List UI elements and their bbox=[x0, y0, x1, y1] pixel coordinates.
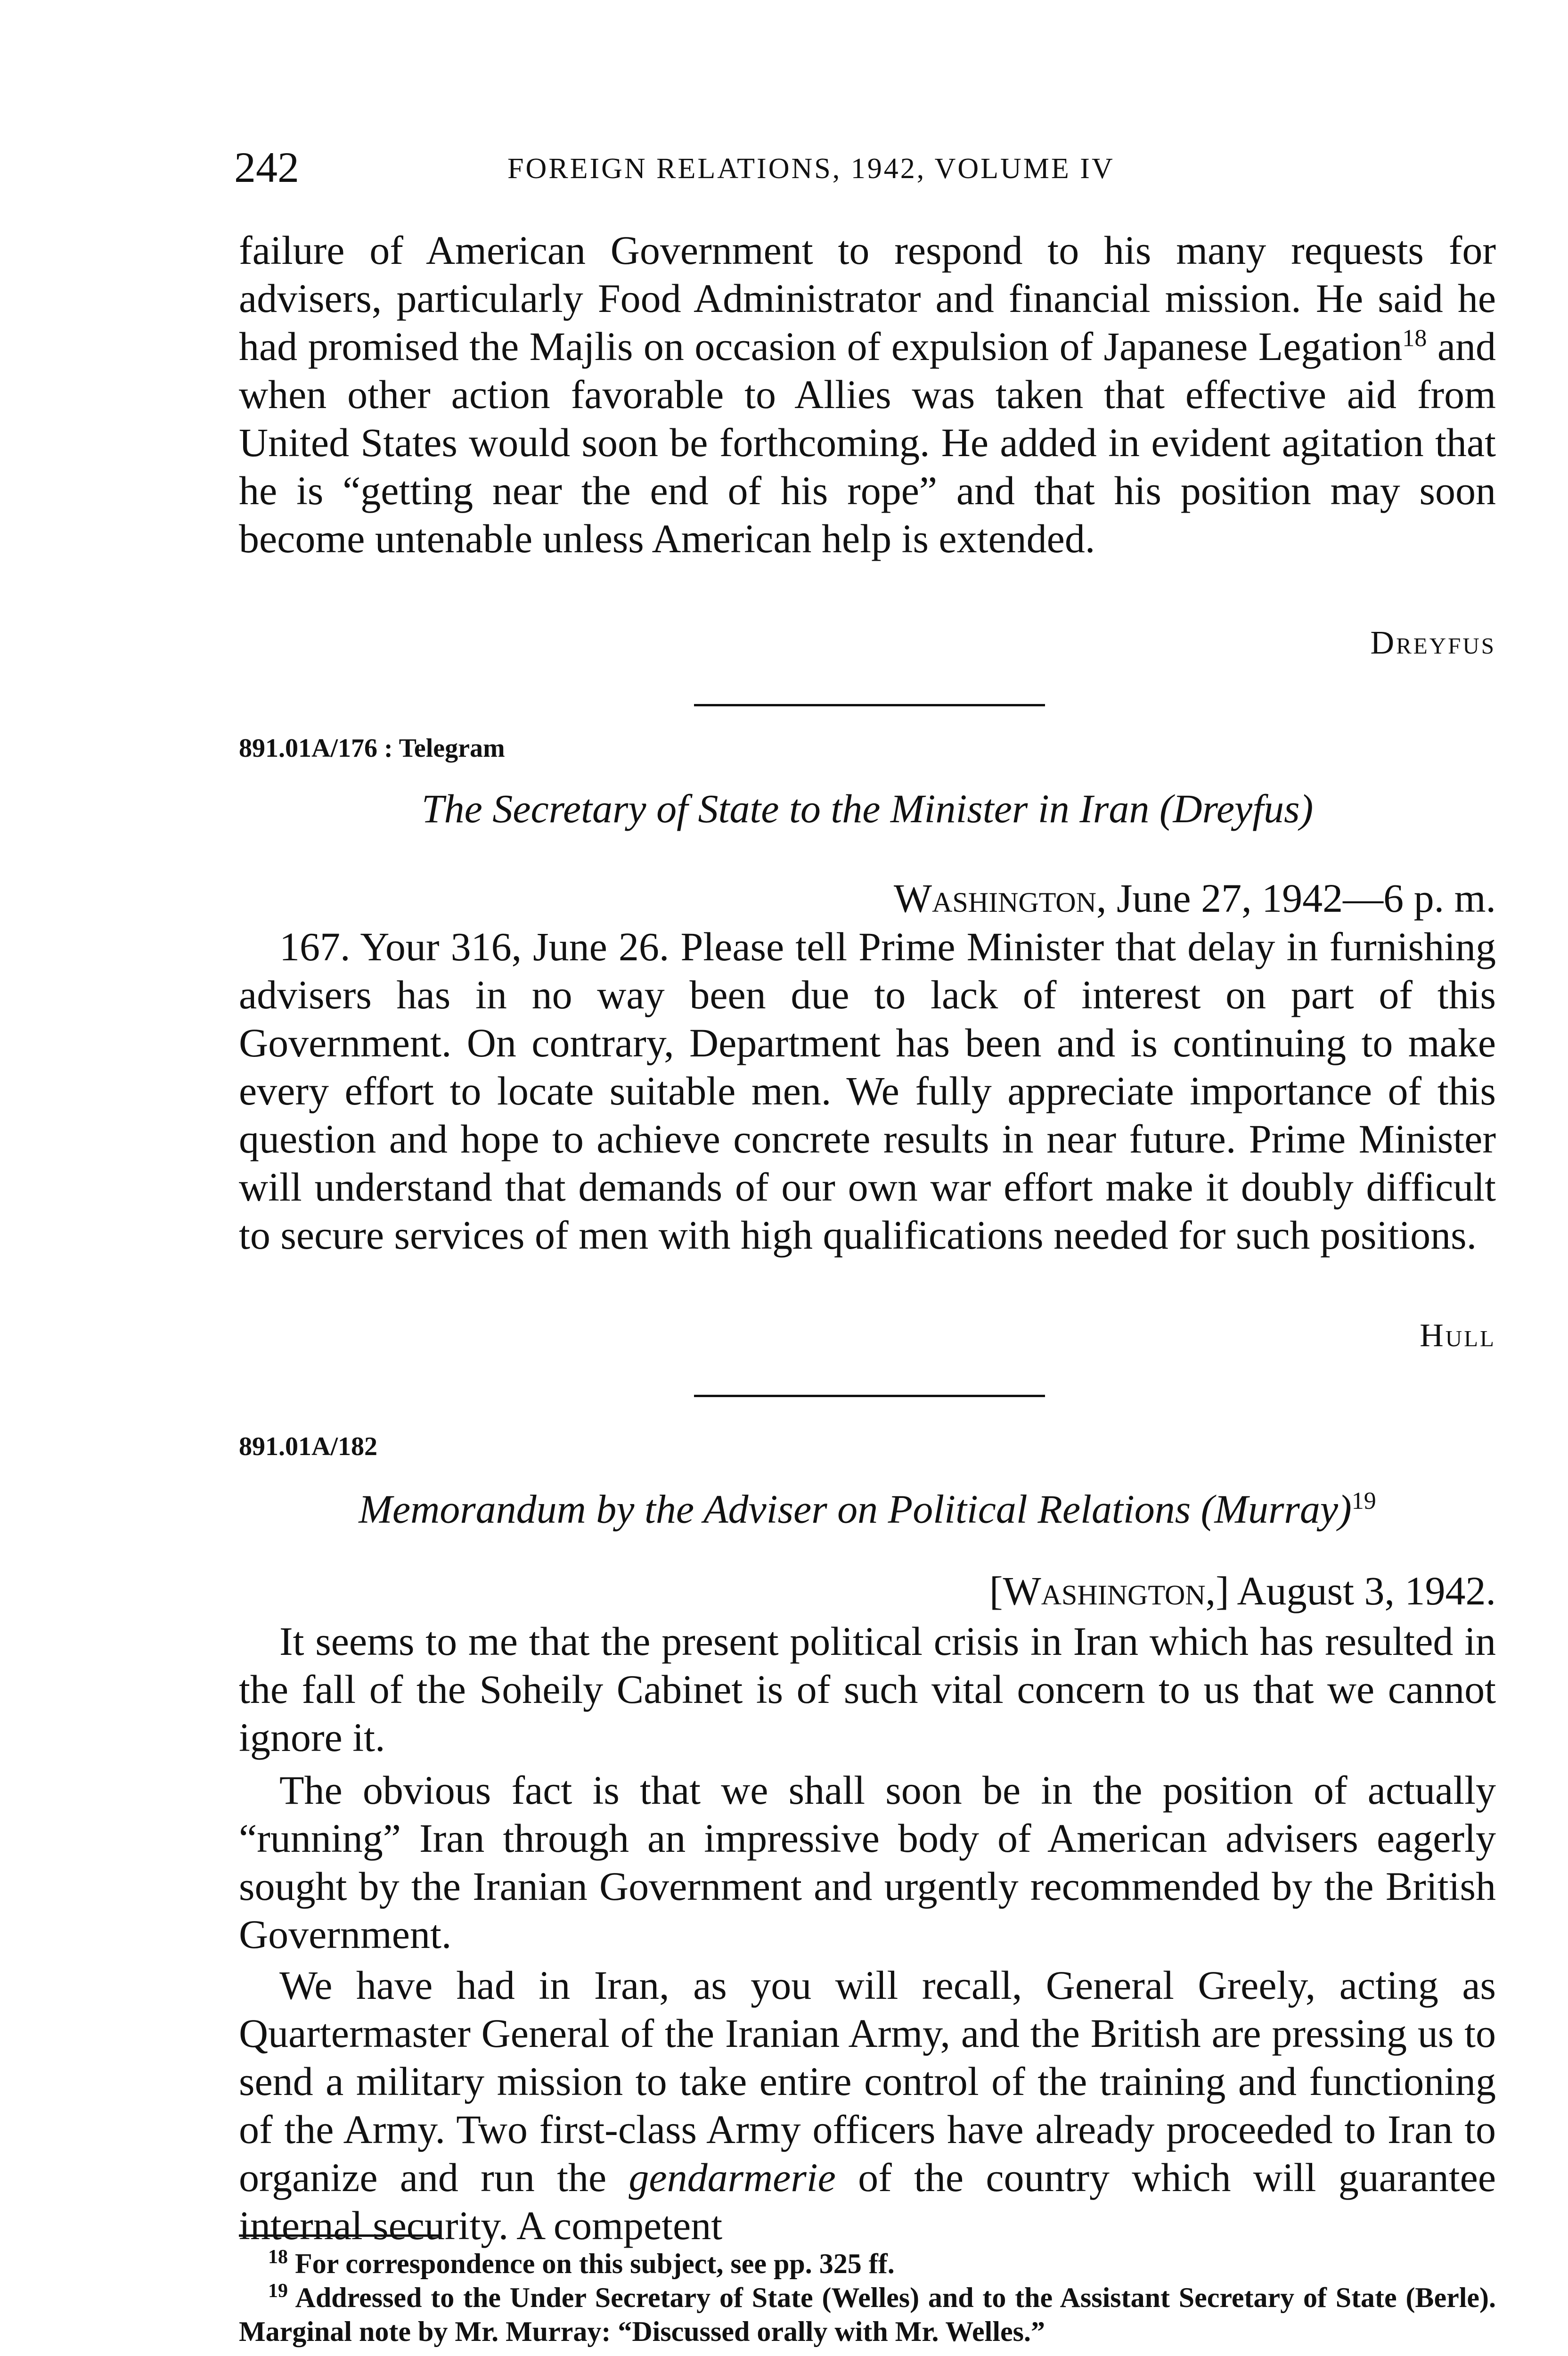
dateline-place: Washington, bbox=[1003, 1568, 1216, 1613]
footnote-ref-18: 18 bbox=[1402, 325, 1427, 352]
dateline bbox=[894, 874, 1496, 923]
dateline-bracket: [ bbox=[989, 1568, 1003, 1613]
memo-paragraph bbox=[239, 1961, 1496, 2250]
section-divider bbox=[694, 704, 1045, 706]
dateline-date: June 27, 1942—6 p. m. bbox=[1106, 875, 1496, 921]
page-number: 242 bbox=[234, 143, 299, 191]
memo-text-part-2: of the country which will guarantee internal security. A competent bbox=[239, 2155, 1496, 2248]
dateline-place: Washington, bbox=[893, 875, 1107, 921]
file-reference: 891.01A/182 bbox=[239, 1432, 377, 1461]
file-reference: 891.01A/176 : Telegram bbox=[239, 734, 505, 763]
footnote-18 bbox=[239, 2247, 1496, 2281]
section-divider bbox=[694, 1395, 1045, 1397]
continuation-text-part-1: failure of American Government to respond to his many requests for advisers, particularly Food Administrator and financial mission. He said he had promised the Majlis on occasion of expulsion of Japanese Legation bbox=[239, 228, 1496, 369]
footnote-ref-19: 19 bbox=[1351, 1488, 1376, 1514]
dateline-date: ] August 3, 1942. bbox=[1216, 1568, 1496, 1613]
signature-hull: Hull bbox=[1420, 1317, 1496, 1354]
memo-text-part-1: We have had in Iran, as you will recall, General Greely, acting as Quartermaster General of the Iranian Army, and the British are pressing us to send a military mission to take entire control of the training and functioning of the Army. Two first-class Army officers have already proceeded to Iran to organize and run the bbox=[239, 1963, 1496, 2200]
running-head bbox=[234, 141, 1497, 193]
memo-text-italic: gendarmerie bbox=[629, 2155, 836, 2200]
document-title-text: Memorandum by the Adviser on Political Relations (Murray) bbox=[359, 1486, 1352, 1532]
memo-paragraph: It seems to me that the present political crisis in Iran which has resulted in the fall of the Soheily Cabinet is of such vital concern to us that we cannot ignore it. bbox=[239, 1619, 1496, 1760]
footnote-text: Addressed to the Under Secretary of State (Welles) and to the Assistant Secretary of State (Berle). Marginal note by Mr. Murray: “Discussed orally with Mr. Welles.” bbox=[239, 2282, 1496, 2347]
dateline bbox=[989, 1566, 1496, 1615]
footnote-marker: 18 bbox=[268, 2246, 288, 2268]
footnote-19 bbox=[239, 2281, 1496, 2348]
continuation-text-part-2: and when other action favorable to Allies was taken that effective aid from United States would soon be forthcoming. He added in evident agitation that he is “getting near the end of his rope” and that his position may soon become untenable unless American help is extended. bbox=[239, 324, 1496, 561]
telegram-paragraph: 167. Your 316, June 26. Please tell Prime Minister that delay in furnishing advisers has in no way been due to lack of interest on part of this Government. On contrary, Department has been and is continuing to make every effort to locate suitable men. We fully appreciate importance of this question and hope to achieve concrete results in near future. Prime Minister will understand that demands of our own war effort make it doubly difficult to secure services of men with high qualifications needed for such positions. bbox=[239, 924, 1496, 1258]
footnote-text: For correspondence on this subject, see pp. 325 ff. bbox=[295, 2248, 895, 2279]
continuation-paragraph bbox=[239, 226, 1496, 563]
memo-paragraph: The obvious fact is that we shall soon be in the position of actually “running” Iran through an impressive body of American advisers eagerly sought by the Iranian Government and urgently recommended by the British Government. bbox=[239, 1767, 1496, 1957]
document-title: The Secretary of State to the Minister in Iran (Dreyfus) bbox=[421, 786, 1314, 831]
document-title bbox=[239, 1477, 1496, 1534]
footnote-marker: 19 bbox=[268, 2280, 288, 2302]
footnote-divider bbox=[239, 2234, 441, 2237]
running-title: FOREIGN RELATIONS, 1942, VOLUME IV bbox=[507, 153, 1115, 185]
signature-dreyfus: Dreyfus bbox=[1370, 625, 1496, 661]
